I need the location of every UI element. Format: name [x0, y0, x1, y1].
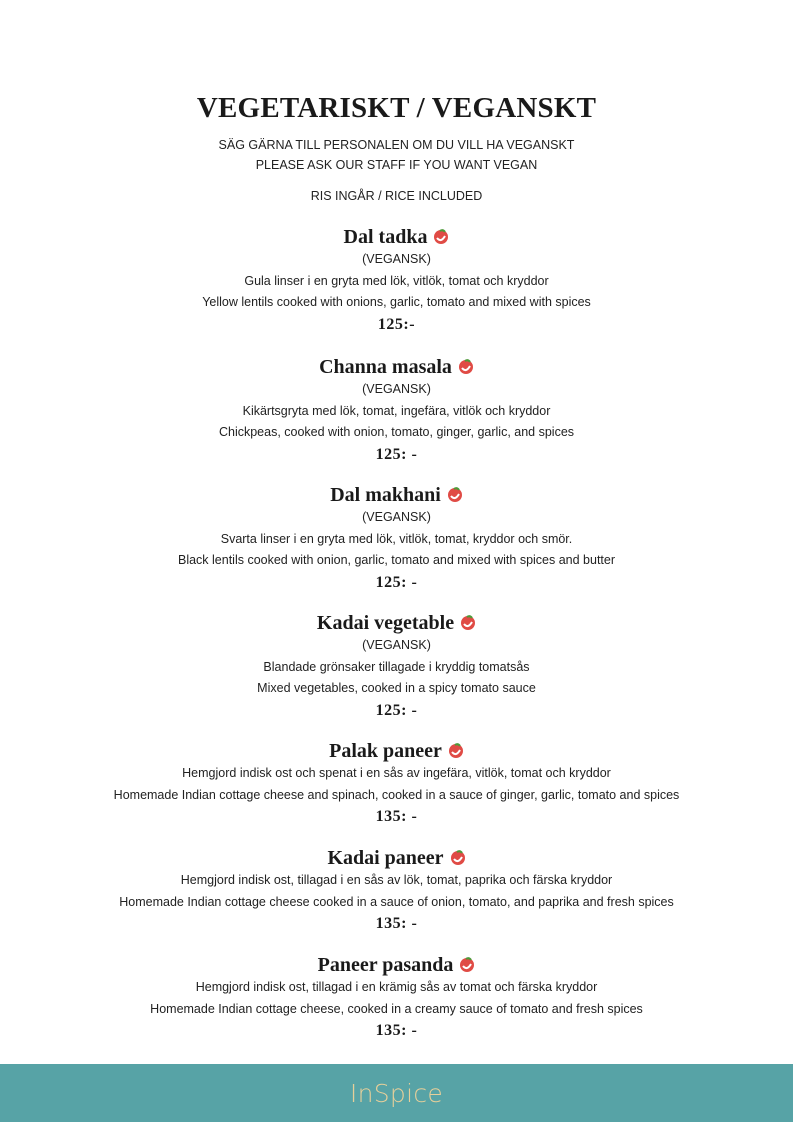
item-price: 125: - — [375, 701, 418, 719]
item-description-en: Homemade Indian cottage cheese, cooked in a creamy sauce of tomato and fresh spices — [150, 1001, 643, 1016]
item-description-sv: Blandade grönsaker tillagade i kryddig tomatsås — [263, 659, 530, 674]
item-description-en: Homemade Indian cottage cheese cooked in a sauce of onion, tomato, and paprika and fresh spices — [119, 894, 674, 909]
chili-pepper-icon — [458, 359, 474, 375]
item-price: 125: - — [375, 573, 418, 591]
item-vegan-tag: (VEGANSK) — [362, 510, 431, 524]
item-price: 135: - — [375, 915, 418, 932]
item-vegan-tag: (VEGANSK) — [362, 382, 431, 396]
chili-pepper-icon — [460, 615, 476, 631]
menu-item — [0, 953, 793, 1042]
chili-pepper-icon — [433, 229, 449, 245]
item-vegan-tag: (VEGANSK) — [362, 638, 431, 652]
item-price: 135: - — [375, 1022, 418, 1039]
item-price: 125:- — [377, 315, 416, 333]
item-name: Paneer pasanda — [317, 954, 454, 976]
item-name: Palak paneer — [329, 740, 442, 762]
item-description-sv: Hemgjord indisk ost, tillagad i en krämig sås av tomat och färska kryddor — [195, 980, 598, 994]
chili-pepper-icon — [450, 850, 466, 866]
item-price: 125: - — [375, 445, 418, 463]
menu-item — [0, 611, 793, 722]
vegan-request-note-en: PLEASE ASK OUR STAFF IF YOU WANT VEGAN — [255, 158, 538, 172]
item-description-sv: Gula linser i en gryta med lök, vitlök, tomat och kryddor — [244, 273, 549, 288]
menu-item — [0, 483, 793, 594]
item-name: Dal makhani — [330, 484, 441, 506]
item-name: Kadai paneer — [327, 847, 444, 869]
rice-included-note: RIS INGÅR / RICE INCLUDED — [310, 189, 483, 203]
item-description-en: Chickpeas, cooked with onion, tomato, ginger, garlic, and spices — [218, 425, 575, 439]
item-name: Channa masala — [319, 356, 452, 378]
item-description-en: Black lentils cooked with onion, garlic, tomato and mixed with spices and butter — [177, 553, 616, 567]
menu-item — [0, 846, 793, 935]
item-description-en: Homemade Indian cottage cheese and spinach, cooked in a sauce of ginger, garlic, tomato and spices — [113, 787, 680, 802]
item-name: Kadai vegetable — [316, 612, 455, 634]
item-vegan-tag: (VEGANSK) — [362, 252, 431, 266]
footer-bar — [0, 1064, 793, 1122]
menu-item — [0, 225, 793, 336]
item-description-sv: Hemgjord indisk ost, tillagad i en sås av lök, tomat, paprika och färska kryddor — [180, 873, 613, 887]
item-description-sv: Svarta linser i en gryta med lök, vitlök, tomat, kryddor och smör. — [220, 531, 573, 546]
chili-pepper-icon — [459, 957, 475, 973]
brand-logo: InSpice — [349, 1078, 444, 1108]
page-title: VEGETARISKT / VEGANSKT — [196, 92, 597, 124]
chili-pepper-icon — [447, 487, 463, 503]
vegan-request-note-sv: SÄG GÄRNA TILL PERSONALEN OM DU VILL HA VEGANSKT — [218, 138, 575, 152]
item-name: Dal tadka — [343, 226, 428, 248]
item-description-sv: Hemgjord indisk ost och spenat i en sås av ingefära, vitlök, tomat och kryddor — [182, 766, 611, 780]
chili-pepper-icon — [448, 743, 464, 759]
item-description-en: Mixed vegetables, cooked in a spicy tomato sauce — [257, 681, 536, 695]
item-price: 135: - — [375, 808, 418, 825]
menu-item — [0, 355, 793, 466]
menu-item — [0, 739, 793, 828]
item-description-en: Yellow lentils cooked with onions, garlic, tomato and mixed with spices — [202, 295, 591, 309]
item-description-sv: Kikärtsgryta med lök, tomat, ingefära, vitlök och kryddor — [242, 403, 551, 418]
